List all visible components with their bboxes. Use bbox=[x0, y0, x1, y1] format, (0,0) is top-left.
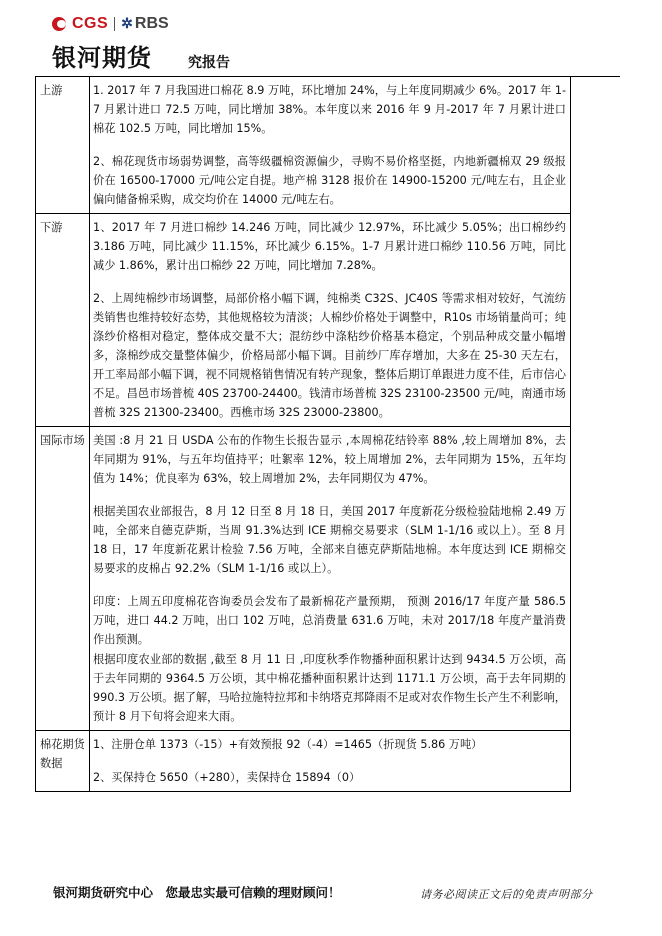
row-content bbox=[90, 214, 571, 427]
paragraph: 美国 :8 月 21 日 USDA 公布的作物生长报告显示 ,本周棉花结铃率 88% ,较上周增加 8%，去年同期为 91%，与五年均值持平；吐絮率 12%，较上周增加 2%，去年同期为 15%，五年均值为 14%；优良率为 63%，较上周增加 2%，去年同期仅为 47%。 bbox=[93, 434, 566, 485]
paragraph: 1、2017 年 7 月进口棉纱 14.246 万吨，同比减少 12.97%，环比减少 5.05%；出口棉纱约 3.186 万吨，同比减少 11.15%，环比减少 6.15%。1-7 月累计进口棉纱 110.56 万吨，同比减少 1.86%，累计出口棉纱 22 万吨，同比增加 7.28%。 bbox=[93, 221, 566, 272]
logo bbox=[52, 14, 169, 34]
paragraph: 1、注册仓单 1373（-15）+有效预报 92（-4）=1465（折现货 5.86 万吨） bbox=[93, 738, 483, 751]
paragraph: 根据美国农业部报告，8 月 12 日至 8 月 18 日，美国 2017 年度新花分级检验陆地棉 2.49 万吨，全部来自德克萨斯，当周 91.3%达到 ICE 期棉交易要求（SLM 1-1/16 或以上）。至 8 月 18 日，17 年度新花累计检验 7.56 万吨，全部来自德克萨斯陆地棉。本年度达到 ICE 期棉交易要求的皮棉占 92.2%（SLM 1-1/16 或以上）。 bbox=[93, 505, 566, 575]
brand-title: 银河期货 bbox=[52, 44, 152, 72]
paragraph: 2、棉花现货市场弱势调整，高等级疆棉资源偏少，寻购不易价格坚挺，内地新疆棉双 29 级报价在 16500-17000 元/吨公定自提。地产棉 3128 报价在 14900-15200 元/吨左右，且企业偏向储备棉采购，成交均价在 14000 元/吨左右。 bbox=[93, 155, 566, 206]
footer-slogan: 银河期货研究中心 您最忠实最可信赖的理财顾问！ bbox=[53, 885, 341, 900]
row-label: 棉花期货数据 bbox=[36, 731, 90, 792]
row-content bbox=[90, 731, 571, 792]
report-table bbox=[35, 76, 571, 792]
table-row bbox=[36, 427, 571, 731]
paragraph: 1. 2017 年 7 月我国进口棉花 8.9 万吨，环比增加 24%，与上年度同期减少 6%。2017 年 1-7 月累计进口 72.5 万吨，同比增加 38%。本年度以来 2016 年 9 月-2017 年 7 月累计进口棉花 102.5 万吨，同比增加 15%。 bbox=[93, 84, 566, 135]
logo-divider bbox=[114, 17, 115, 31]
row-label: 下游 bbox=[36, 214, 90, 427]
paragraph: 印度：上周五印度棉花咨询委员会发布了最新棉花产量预期， 预测 2016/17 年度产量 586.5 万吨，进口 44.2 万吨，出口 102 万吨，总消费量 631.6 万吨，未对 2017/18 年度产量消费作出预测。 bbox=[93, 595, 566, 646]
paragraph: 根据印度农业部的数据 ,截至 8 月 11 日 ,印度秋季作物播种面积累计达到 9434.5 万公顷，高于去年同期的 9364.5 万公顷，其中棉花播种面积累计达到 1171.1 万公顷，高于去年同期的 990.3 万公顷。据了解，马哈拉施特拉邦和卡纳塔克邦降雨不足或对农作物生长产生不利影响，预计 8 月下旬将会迎来大雨。 bbox=[93, 653, 566, 723]
report-subtitle: 究报告 bbox=[188, 55, 230, 71]
table-row bbox=[36, 214, 571, 427]
paragraph: 2、买保持仓 5650（+280），卖保持仓 15894（0） bbox=[93, 771, 361, 784]
row-label: 上游 bbox=[36, 77, 90, 214]
paragraph: 2、上周纯棉纱市场调整，局部价格小幅下调，纯棉类 C32S、JC40S 等需求相对较好，气流纺类销售也维持较好态势，其他规格较为清淡；人棉纱价格处于调整中，R10s 市场销量尚可；纯涤纱价格相对稳定，整体成交量不大；混纺纱中涤粘纱价格基本稳定，个别品种成交量小幅增多，涤棉纱成交量整体偏少，价格局部小幅下调。目前纱厂库存增加，大多在 25-30 天左右，开工率局部小幅下调，视不同规格销售情况有转产现象，整体后期订单跟进力度不佳，后市信心不足。昌邑市场普梳 40S 23700-24400。钱清市场普梳 32S 23100-23500 元/吨，南通市场普梳 32S 21300-23400。西樵市场 32S 23000-23800。 bbox=[93, 292, 566, 419]
row-content bbox=[90, 427, 571, 731]
cgs-logo-icon bbox=[52, 16, 68, 32]
footer-disclaimer: 请务必阅读正文后的免责声明部分 bbox=[420, 888, 593, 901]
table-row bbox=[36, 731, 571, 792]
row-content bbox=[90, 77, 571, 214]
table-row bbox=[36, 77, 571, 214]
logo-rbs-text: ✲ RBS bbox=[121, 15, 169, 32]
logo-cgs-text: CGS bbox=[72, 15, 109, 32]
row-label: 国际市场 bbox=[36, 427, 90, 731]
rbs-star-icon: ✲ bbox=[121, 15, 133, 31]
